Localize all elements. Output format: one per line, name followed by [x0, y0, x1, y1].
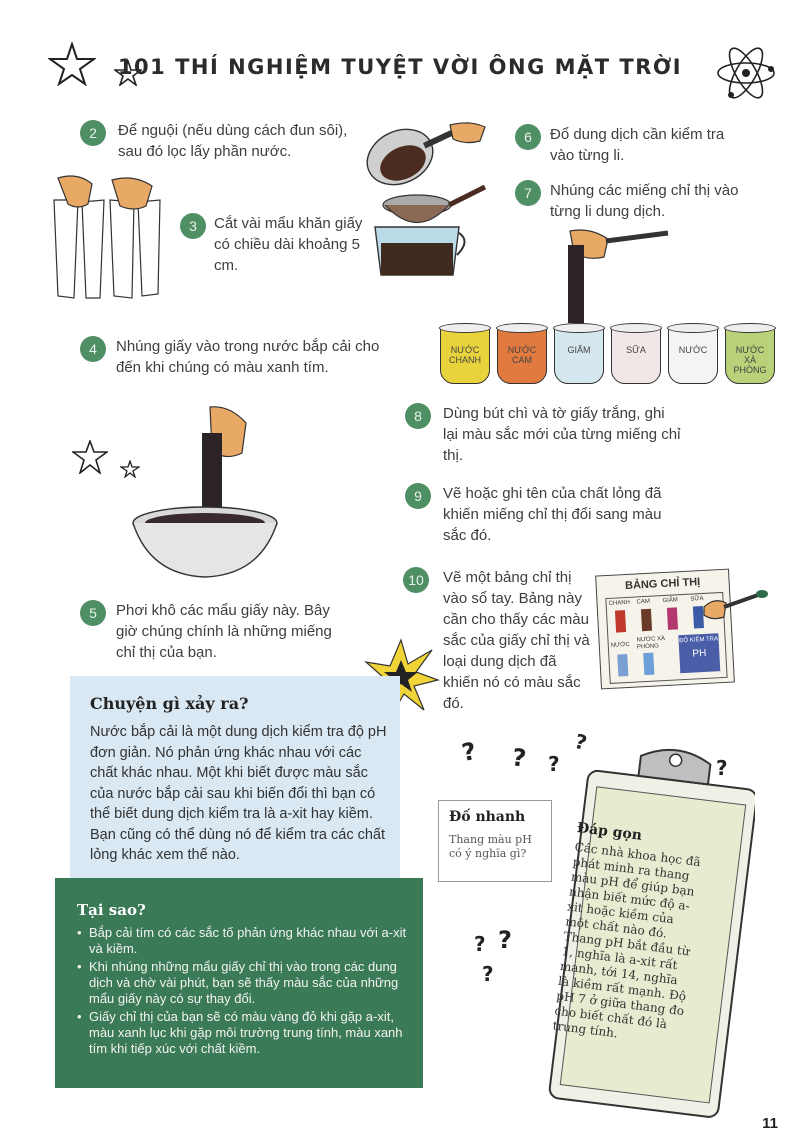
question-mark-icon: ?: [510, 743, 528, 773]
question-mark-icon: ?: [716, 756, 728, 780]
quiz-heading: Đố nhanh: [449, 809, 526, 825]
why-bullet: • Khi nhúng những mẩu giấy chỉ thị vào trong các dung dịch và chờ vài phút, bạn sẽ thấy màu sắc của những mẩu giấy này có sự thay đổi.: [77, 959, 412, 1007]
quiz-box: [438, 800, 552, 882]
what-happened-body: Nước bắp cải là một dung dịch kiểm tra độ pH đơn giản. Nó phản ứng khác nhau với các chất khác nhau. Một khi biết được màu sắc của nước bắp cải sau khi biến đổi thì bạn có thể biết dung dịch kiểm tra là a-xit hay kiềm. Bạn cũng có thể dùng nó để kiểm tra các chất lỏng khác xem thế nào.: [90, 724, 387, 863]
bowl-illustration: [130, 405, 280, 585]
step-number: 6: [515, 124, 541, 150]
strainer-illustration: [355, 115, 505, 285]
board-cell: PH: [692, 647, 707, 660]
cup-label: NƯỚC CHANH: [448, 345, 481, 365]
step-number: 4: [80, 336, 106, 362]
step-number: 9: [405, 483, 431, 509]
cups-row: [440, 326, 780, 388]
step-text: Cắt vài mẩu khăn giấy có chiều dài khoảng 5 cm.: [214, 215, 363, 274]
dipping-strip-illustration: [560, 225, 675, 325]
quiz-question: Thang màu pH có ý nghĩa gì?: [449, 833, 532, 860]
step-text: Phơi khô các mẩu giấy này. Bây giờ chúng chính là những miếng chỉ thị của bạn.: [116, 602, 332, 661]
answer-body: Các nhà khoa học đã phát minh ra thang màu pH để giúp bạn nhận biết mức độ a-xit hoặc kiềm của một chất nào đó. Thang pH bắt đầu từ 1, nghĩa là a-xit rất mạnh, tới 14, nghĩa là kiềm rất mạnh. Độ pH 7 ở giữa thang đo cho biết chất đó là trung tính.: [551, 839, 702, 1041]
question-mark-icon: ?: [459, 737, 479, 767]
question-mark-icon: ?: [474, 932, 486, 956]
answer-panel: [552, 820, 707, 1049]
board-cell: NƯỚC: [610, 641, 630, 649]
board-cell: GIẤM: [662, 597, 679, 605]
cup: [668, 326, 718, 384]
cup-label: SỮA: [626, 345, 646, 355]
cup: [725, 326, 775, 384]
question-mark-icon: ?: [482, 962, 494, 986]
why-heading: Tại sao?: [77, 901, 146, 919]
why-list: [77, 925, 412, 1059]
why-box: [55, 878, 423, 1088]
step-number: 5: [80, 600, 106, 626]
why-bullet: • Bắp cải tím có các sắc tố phản ứng khác nhau với a-xit và kiềm.: [77, 925, 412, 957]
question-mark-icon: ?: [572, 728, 590, 756]
cup: [497, 326, 547, 384]
step-text: Vẽ một bảng chỉ thị vào sổ tay. Bảng này cần cho thấy các màu sắc của giấy chỉ thị và loại dung dịch đã khiến nó có màu sắc đó.: [443, 569, 590, 712]
step-number: 10: [403, 567, 429, 593]
question-mark-icon: ?: [498, 926, 512, 954]
cup: [611, 326, 661, 384]
board-cell: SỮA: [690, 595, 704, 603]
step-text: Để nguội (nếu dùng cách đun sôi), sau đó lọc lấy phần nước.: [118, 122, 348, 160]
page-number: 11: [762, 1115, 778, 1132]
step-number: 8: [405, 403, 431, 429]
what-happened-box: [70, 676, 400, 886]
step-number: 3: [180, 213, 206, 239]
cup-label: GIẤM: [567, 345, 591, 355]
board-cell: NƯỚC XÀ PHÒNG: [636, 636, 666, 651]
page-title: 101 THÍ NGHIỆM TUYỆT VỜI ÔNG MẶT TRỜI: [117, 55, 683, 79]
step-text: Nhúng giấy vào trong nước bắp cải cho đến khi chúng có màu xanh tím.: [116, 338, 380, 376]
paper-strips-illustration: [48, 170, 168, 300]
step-text: Dùng bút chì và tờ giấy trắng, ghi lại màu sắc mới của từng miếng chỉ thị.: [443, 405, 681, 464]
cup-label: NƯỚC XÀ PHÒNG: [733, 345, 767, 375]
board-cell: CAM: [636, 598, 651, 606]
board-cell: ĐỘ KIỂM TRA: [679, 636, 719, 645]
what-happened-heading: Chuyện gì xảy ra?: [90, 694, 249, 713]
why-bullet: • Giấy chỉ thị của bạn sẽ có màu vàng đỏ khi gặp a-xit, màu xanh lục khi gặp môi trường trung tính, màu xanh tím khi tiếp xúc với chất kiềm.: [77, 1009, 412, 1057]
star-icon: [72, 440, 108, 474]
cup: [440, 326, 490, 384]
question-mark-icon: ?: [548, 752, 560, 776]
step-text: Vẽ hoặc ghi tên của chất lỏng đã khiến miếng chỉ thị đổi sang màu sắc đó.: [443, 485, 662, 544]
brush-icon: [700, 585, 770, 625]
cup-label: NƯỚC CAM: [507, 345, 537, 365]
cup-label: NƯỚC: [678, 345, 708, 355]
step-number: 2: [80, 120, 106, 146]
board-cell: CHANH: [608, 599, 631, 607]
step-text: Nhúng các miếng chỉ thị vào từng li dung dịch.: [550, 182, 739, 220]
step-text: Đổ dung dịch cần kiểm tra vào từng li.: [550, 126, 725, 164]
step-number: 7: [515, 180, 541, 206]
cup: [554, 326, 604, 384]
chart-board-title: BẢNG CHỈ THỊ: [624, 576, 701, 593]
atom-icon: [715, 45, 777, 101]
answer-heading: Đáp gọn: [576, 820, 643, 844]
